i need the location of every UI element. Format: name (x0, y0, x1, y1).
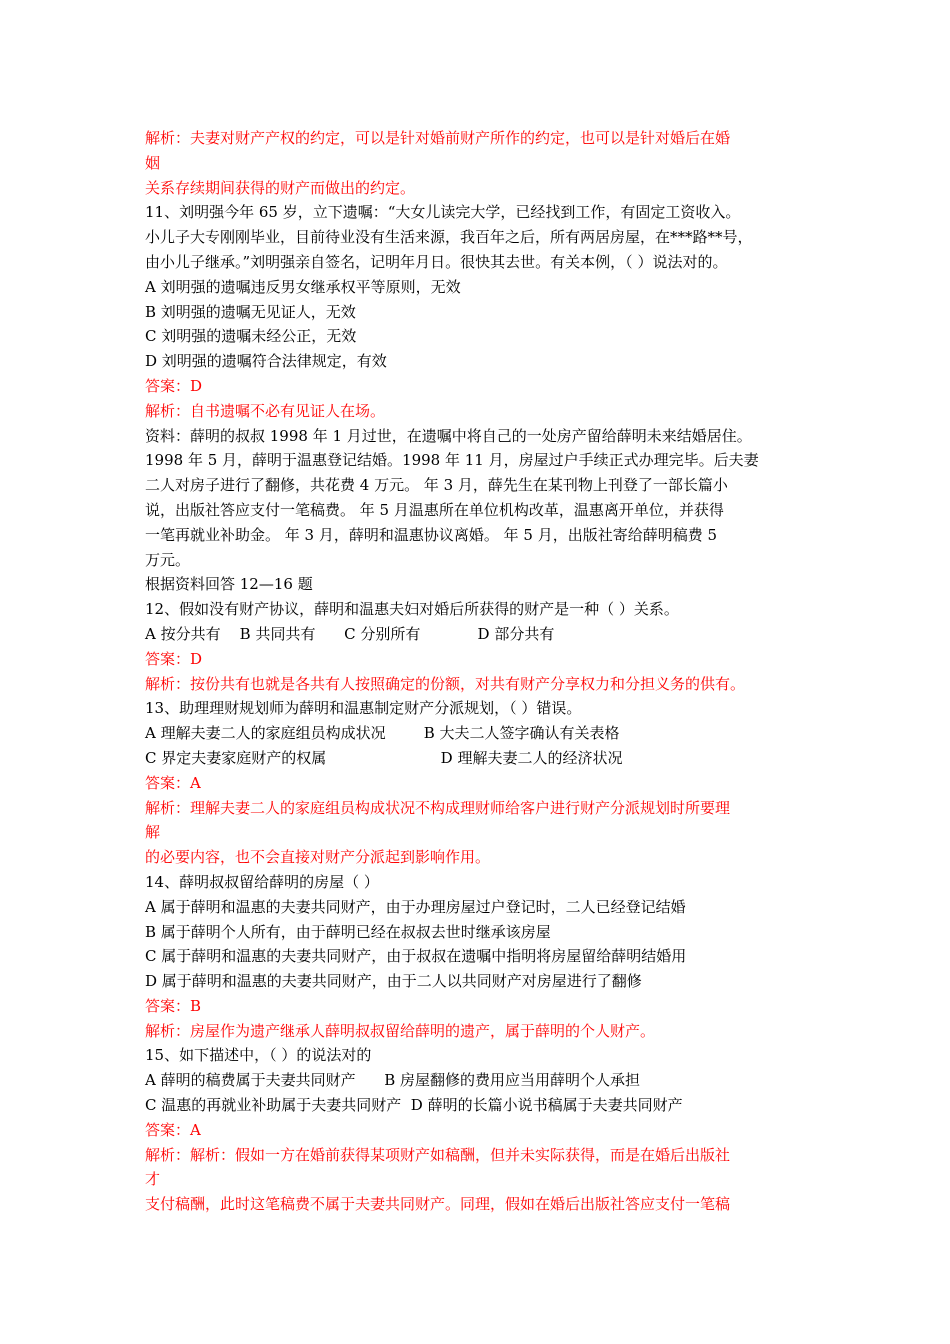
question-11-text: 由小儿子继承。”刘明强亲自签名，记明年月日。很快其去世。有关本例，（ ）说法对的。 (145, 252, 728, 271)
analysis-line: 解析：自书遗嘱不必有见证人在场。 (145, 401, 386, 420)
answer-line: 答案：B (145, 996, 202, 1015)
option-line: B 属于薛明个人所有，由于薛明已经在叔叔去世时继承该房屋 (145, 922, 551, 941)
analysis-line: 解析：按份共有也就是各共有人按照确定的份额，对共有财产分享权力和分担义务的供有。 (145, 674, 746, 693)
material-paragraph: 1998 年 5 月，薛明于温惠登记结婚。1998 年 11 月，房屋过户手续正式办理完毕。后夫妻 (145, 451, 759, 470)
material-paragraph: 一笔再就业补助金。 年 3 月，薛明和温惠协议离婚。 年 5 月，出版社寄给薛明稿费 5 (145, 525, 718, 544)
option-line: B 刘明强的遗嘱无见证人，无效 (145, 302, 356, 321)
material-paragraph: 资料：薛明的叔叔 1998 年 1 月过世，在遗嘱中将自己的一处房产留给薛明未来结婚居住。 (145, 426, 752, 445)
option-line: C 属于薛明和温惠的夫妻共同财产，由于叔叔在遗嘱中指明将房屋留给薛明结婚用 (145, 947, 687, 966)
question-11-text: 小儿子大专刚刚毕业，目前待业没有生活来源，我百年之后，所有两居房屋，在***路**号， (145, 228, 753, 247)
analysis-line: 解析：房屋作为遗产继承人薛明叔叔留给薛明的遗产，属于薛明的个人财产。 (145, 1021, 656, 1040)
answer-line: 答案：A (145, 773, 201, 792)
material-paragraph: 二人对房子进行了翻修，共花费 4 万元。 年 3 月，薛先生在某刊物上刊登了一部长篇小 (145, 476, 728, 495)
question-12-text: 12、假如没有财产协议，薛明和温惠夫妇对婚后所获得的财产是一种（ ）关系。 (145, 600, 679, 619)
analysis-line: 姻 (145, 153, 161, 172)
document-page (145, 126, 825, 1217)
analysis-line: 解析：解析：假如一方在婚前获得某项财产如稿酬，但并未实际获得，而是在婚后出版社 (145, 1145, 731, 1164)
analysis-line: 支付稿酬，此时这笔稿费不属于夫妻共同财产。同理，假如在婚后出版社答应支付一笔稿 (145, 1195, 731, 1214)
option-line: D 刘明强的遗嘱符合法律规定，有效 (145, 352, 387, 371)
question-15-text: 15、如下描述中，（ ）的说法对的 (145, 1046, 372, 1065)
option-line: D 属于薛明和温惠的夫妻共同财产，由于二人以共同财产对房屋进行了翻修 (145, 972, 642, 991)
analysis-line: 解 (145, 823, 161, 842)
analysis-line: 解析：理解夫妻二人的家庭组员构成状况不构成理财师给客户进行财产分派规划时所要理 (145, 798, 731, 817)
option-line: C 刘明强的遗嘱未经公正，无效 (145, 327, 357, 346)
option-line: A 薛明的稿费属于夫妻共同财产 B 房屋翻修的费用应当用薛明个人承担 (145, 1071, 641, 1090)
option-line: C 温惠的再就业补助属于夫妻共同财产 D 薛明的长篇小说书稿属于夫妻共同财产 (145, 1096, 683, 1115)
option-line: A 刘明强的遗嘱违反男女继承权平等原则，无效 (145, 277, 461, 296)
question-11-text: 11、刘明强今年 65 岁，立下遗嘱：“大女儿读完大学，已经找到工作，有固定工资收入。 (145, 203, 741, 222)
analysis-line: 才 (145, 1170, 161, 1189)
answer-line: 答案：A (145, 1120, 201, 1139)
question-13-text: 13、助理理财规划师为薛明和温惠制定财产分派规划，（ ）错误。 (145, 699, 582, 718)
analysis-line: 的必要内容，也不会直接对财产分派起到影响作用。 (145, 848, 491, 867)
answer-line: 答案：D (145, 376, 203, 395)
option-line: A 按分共有 B 共同共有 C 分别所有 D 部分共有 (145, 624, 555, 643)
analysis-line: 关系存续期间获得的财产而做出的约定。 (145, 178, 416, 197)
option-line: A 理解夫妻二人的家庭组员构成状况 B 大夫二人签字确认有关表格 (145, 724, 620, 743)
material-paragraph: 万元。 (145, 550, 191, 569)
answer-line: 答案：D (145, 649, 203, 668)
option-line: A 属于薛明和温惠的夫妻共同财产，由于办理房屋过户登记时，二人已经登记结婚 (145, 897, 686, 916)
option-line: C 界定夫妻家庭财产的权属 D 理解夫妻二人的经济状况 (145, 748, 623, 767)
material-paragraph: 说，出版社答应支付一笔稿费。 年 5 月温惠所在单位机构改革，温惠离开单位，并获得 (145, 500, 724, 519)
question-14-text: 14、薛明叔叔留给薛明的房屋（ ） (145, 872, 379, 891)
analysis-line: 解析：夫妻对财产产权的约定，可以是针对婚前财产所作的约定，也可以是针对婚后在婚 (145, 129, 731, 147)
material-instruction: 根据资料回答 12—16 题 (145, 575, 313, 594)
